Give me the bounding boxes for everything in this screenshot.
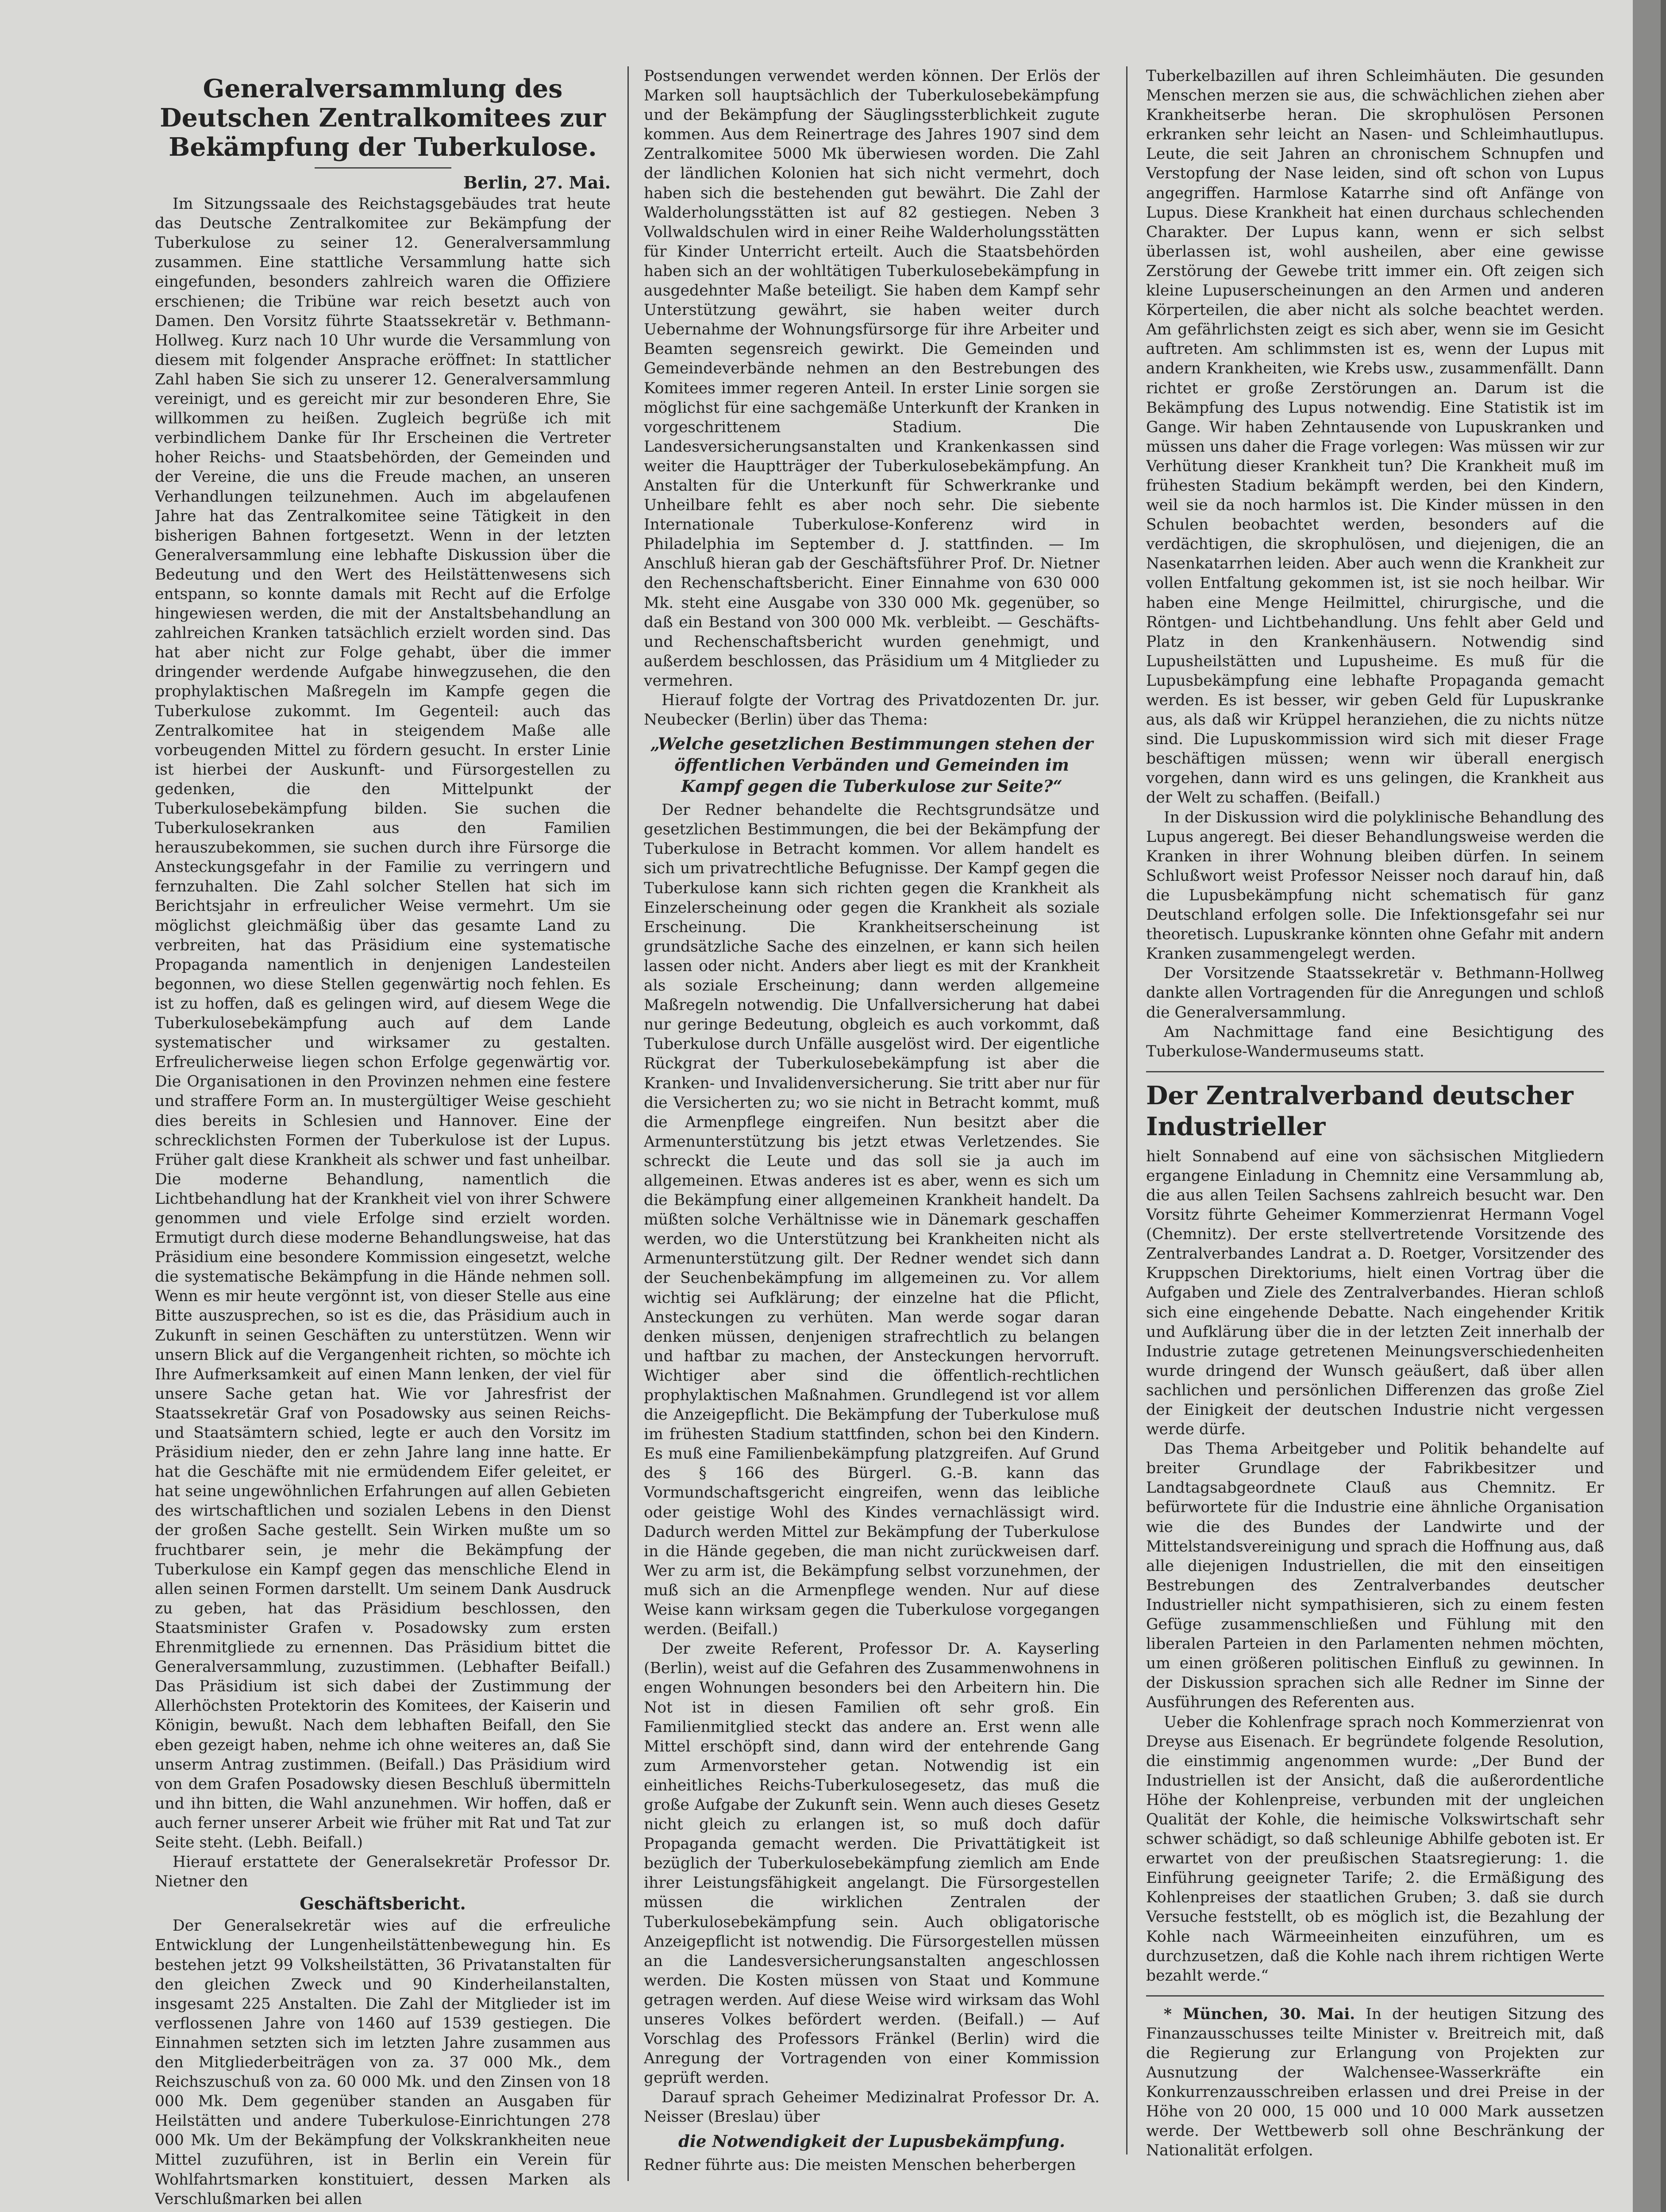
column-rule [627,66,629,2181]
scan-border [1661,0,1666,2212]
paragraph: Hierauf erstattete der Generalsekretär Professor Dr. Nietner den [155,1853,611,1891]
column-3 [1146,66,1604,2203]
divider [1146,1995,1604,1997]
paragraph: Im Sitzungssaale des Reichstagsgebäudes trat heute das Deutsche Zentralkomitee zur Bekämpfung der Tuberkulose zu seiner 12. Generalversammlung zusammen. Eine stattliche Versammlung hatte sich eingefunden, besonders zahlreich waren die Offiziere erschienen; die Tribüne war reich besetzt auch von Damen. Den Vorsitz führte Staatssekretär v. Bethmann-Hollweg. Kurz nach 10 Uhr wurde die Versammlung von diesem mit folgender Ansprache eröffnet: In stattlicher Zahl haben Sie sich zu unserer 12. Generalversammlung vereinigt, und es gereicht mir zur besonderen Ehre, Sie willkommen zu heißen. Zugleich begrüße ich mit verbindlichem Danke für Ihr Erscheinen die Vertreter hoher Reichs- und Staatsbehörden, der Gemeinden und der Vereine, die uns die Freude machen, an unseren Verhandlungen teilzunehmen. Auch im abgelaufenen Jahre hat das Zentralkomitee seine Tätigkeit in den bisherigen Bahnen fortgesetzt. Wenn in der letzten Generalversammlung eine lebhafte Diskussion über die Bedeutung und den Wert des Heilstättenwesens sich entspann, so konnte damals mit Recht auf die Erfolge hingewiesen werden, die mit der Anstaltsbehandlung an zahlreichen Kranken tatsächlich erzielt worden sind. Das hat aber nicht zur Folge gehabt, über die immer dringender werdende Aufgabe hinwegzusehen, die den prophylaktischen Maßregeln im Kampfe gegen die Tuberkulose zukommt. Im Gegenteil: auch das Zentralkomitee hat in steigendem Maße alle vorbeugenden Mittel zu fördern gesucht. In erster Linie ist hierbei der Auskunft- und Fürsorgestellen zu gedenken, die den Mittelpunkt der Tuberkulosebekämpfung bilden. Sie suchen die Tuberkulosekranken aus den Familien herauszubekommen, sie suchen durch ihre Fürsorge die Ansteckungsgefahr in der Familie zu verringern und fernzuhalten. Die Zahl solcher Stellen hat sich im Berichtsjahr in erfreulicher Weise vermehrt. Um sie möglichst gleichmäßig über das gesamte Land zu verbreiten, hat das Präsidium eine systematische Propaganda namentlich in denjenigen Landesteilen begonnen, wo diese Stellen gegenwärtig noch fehlen. Es ist zu hoffen, daß es gelingen wird, auf diesem Wege die Tuberkulosebekämpfung auch auf dem Lande systematischer und wirksamer zu gestalten. Erfreulicherweise liegen schon Erfolge gegenwärtig vor. Die Organisationen in den Provinzen nehmen eine festere und straffere Form an. In mustergültiger Weise geschieht dies bereits in Schlesien und Hannover. Eine der schrecklichsten Formen der Tuberkulose ist der Lupus. Früher galt diese Krankheit als schwer und fast unheilbar. Die moderne Behandlung, namentlich die Lichtbehandlung hat der Krankheit viel von ihrer Schwere genommen und viele Erfolge sind erzielt worden. Ermutigt durch diese moderne Behandlungsweise, hat das Präsidium eine besondere Kommission eingesetzt, welche die systematische Bekämpfung in die Hände nehmen soll. Wenn es mir heute vergönnt ist, von dieser Stelle aus eine Bitte auszusprechen, so ist es die, das Präsidium auch in Zukunft in seinen Geschäften zu unterstützen. Wenn wir unsern Blick auf die Vergangenheit richten, so möchte ich Ihre Aufmerksamkeit auf einen Mann lenken, der viel für unsere Sache getan hat. Wie vor Jahresfrist der Staatssekretär Graf von Posadowsky aus seinen Reichs- und Staatsämtern schied, legte er auch den Vorsitz im Präsidium nieder, den er zehn Jahre lang inne hatte. Er hat die Geschäfte mit nie ermüdendem Eifer geleitet, er hat seine ungewöhnlichen Erfahrungen auf allen Gebieten des wirtschaftlichen und sozialen Lebens in den Dienst der großen Sache gestellt. Sein Wirken mußte um so fruchtbarer sein, je mehr die Bekämpfung der Tuberkulose ein Kampf gegen das menschliche Elend in allen seinen Formen darstellt. Um seinem Dank Ausdruck zu geben, hat das Präsidium beschlossen, den Staatsminister Grafen v. Posadowsky zum ersten Ehrenmitgliede zu ernennen. Das Präsidium bittet die Generalversammlung, zuzustimmen. (Lebhafter Beifall.) Das Präsidium ist sich dabei der Zustimmung der Allerhöchsten Protektorin des Komitees, der Kaiserin und Königin, bewußt. Nach dem lebhaften Beifall, den Sie eben gezeigt haben, nehme ich ohne weiteres an, daß Sie unserm Antrag zustimmen. (Beifall.) Das Präsidium wird von dem Grafen Posadowsky diesen Beschluß übermitteln und ihn bitten, die Wahl anzunehmen. Wir hoffen, daß er auch ferner unserer Arbeit wie früher mit Rat und Tat zur Seite steht. (Lebh. Beifall.) [155,195,611,1851]
divider [1146,1071,1604,1072]
paragraph: Der Generalsekretär wies auf die erfreuliche Entwicklung der Lungenheilstättenbewegung hin. Es bestehen jetzt 99 Volksheilstätten, 36 Privatanstalten für den gleichen Zweck und 90 Kinderheilanstalten, insgesamt 225 Anstalten. Die Zahl der Mitglieder ist im verflossenen Jahre von 1460 auf 1539 gestiegen. Die Einnahmen setzten sich im letzten Jahre zusammen aus den Mitgliederbeiträgen von za. 37 000 Mk., dem Reichszuschuß von za. 60 000 Mk. und den Zinsen von 18 000 Mk. Dem gegenüber standen an Ausgaben für Heilstätten und andere Tuberkulose-Einrichtungen 278 000 Mk. Um der Bekämpfung der Volkskrankheiten neue Mittel zuzuführen, ist in Berlin ein Verein für Wohlfahrtsmarken konstituiert, dessen Marken als Verschlußmarken bei allen [155,1917,611,2208]
lecture-title-lupus: die Notwendigkeit der Lupusbekämpfung. [678,2131,1066,2151]
paragraph: Darauf sprach Geheimer Medizinalrat Professor Dr. A. Neisser (Breslau) über [644,2089,1100,2126]
paragraph-muenchen [1146,2005,1604,2161]
divider [315,167,451,169]
column-1 [155,66,611,2212]
paragraph: Redner führte aus: Die meisten Menschen beherbergen [644,2156,1076,2174]
article-heading-tuberkulose: Generalversammlung des Deutschen Zentralkomitees zur Bekämpfung der Tuberkulose. [160,74,606,162]
paragraph: In der Diskussion wird die polyklinische Behandlung des Lupus angeregt. Bei dieser Behandlungsweise werden die Kranken in ihrer Wohnung bleiben dürfen. In seinem Schlußwort weist Professor Neisser noch darauf hin, daß die Lupusbekämpfung nicht schematisch für ganz Deutschland erfolgen solle. Die Infektionsgefahr sei nur theoretisch. Lupuskranke könnten ohne Gefahr mit andern Kranken zusammengelegt werden. [1146,808,1604,963]
paragraph: Postsendungen verwendet werden können. Der Erlös der Marken soll hauptsächlich der Tuberkulosebekämpfung und der Bekämpfung der Säuglingssterblichkeit zugute kommen. Aus dem Reinertrage des Jahres 1907 sind dem Zentralkomitee 5000 Mk überwiesen worden. Die Zahl der ländlichen Kolonien hat sich nicht vermehrt, doch haben sich die bestehenden gut bewährt. Die Zahl der Walderholungsstätten ist auf 82 gestiegen. Neben 3 Vollwaldschulen wird in einer Reihe Walderholungsstätten für Kinder Unterricht erteilt. Auch die Staatsbehörden haben sich an der wohltätigen Tuberkulosebekämpfung in ausgedehnter Maße beteiligt. Sie haben dem Kampf sehr Unterstützung gewährt, sie haben weiter durch Uebernahme der Wohnungsfürsorge für ihre Arbeiter und Beamten segensreich gewirkt. Die Gemeinden und Gemeindeverbände nehmen an den Bestrebungen des Komitees immer regeren Anteil. In erster Linie sorgen sie möglichst für eine sachgemäße Unterkunft der Kranken in vorgeschrittenem Stadium. Die Landesversicherungsanstalten und Krankenkassen sind weiter die Hauptträger der Tuberkulosebekämpfung. An Anstalten für die Unterkunft für Schwerkranke und Unheilbare fehlt es aber noch sehr. Die siebente Internationale Tuberkulose-Konferenz wird in Philadelphia im September d. J. stattfinden. — Im Anschluß hieran gab der Geschäftsführer Prof. Dr. Nietner den Rechenschaftsbericht. Einer Einnahme von 630 000 Mk. steht eine Ausgabe von 330 000 Mk. gegenüber, so daß ein Bestand von 300 000 Mk. verbleibt. — Geschäfts- und Rechenschaftsbericht wurden genehmigt, und außerdem beschlossen, das Präsidium um 4 Mitglieder zu vermehren. [644,67,1100,690]
paragraph: Tuberkelbazillen auf ihren Schleimhäuten. Die gesunden Menschen merzen sie aus, die schwächlichen ziehen aber Krankheitserbe heran. Die skrophulösen Personen erkranken sehr leicht an Nasen- und Schleimhautlupus. Leute, die seit Jahren an chronischem Schnupfen und Verstopfung der Nase leiden, sind oft schon von Lupus angegriffen. Harmlose Katarrhe sind oft Anfänge von Lupus. Diese Krankheit hat einen durchaus schlechenden Charakter. Der Lupus kann, wenn er sich selbst überlassen ist, wohl ausheilen, aber eine gewisse Zerstörung der Gewebe tritt immer ein. Oft zeigen sich kleine Lupuserscheinungen an den Armen und anderen Körperteilen, die aber nicht als solche beachtet werden. Am gefährlichsten zeigt es sich aber, wenn sie im Gesicht auftreten. Am schlimmsten ist es, wenn der Lupus mit andern Krankheiten, wie Krebs usw., zusammenfällt. Dann richtet er große Zerstörungen an. Darum ist die Bekämpfung des Lupus notwendig. Eine Statistik ist im Gange. Wir haben Zehntausende von Lupuskranken und müssen uns daher die Frage vorlegen: Was müssen wir zur Verhütung dieser Krankheit tun? Die Krankheit muß im frühesten Stadium bekämpft werden, bei den Kindern, weil sie da noch harmlos ist. Die Kinder müssen in den Schulen beobachtet werden, besonders auf die verdächtigen, die skrophulösen, und diejenigen, die an Nasenkatarrhen leiden. Aber auch wenn die Krankheit zur vollen Entfaltung gekommen ist, ist sie noch heilbar. Wir haben eine Menge Heilmittel, chirurgische, und die Röntgen- und Lichtbehandlung. Uns fehlt aber Geld und Platz in den Krankenhäusern. Notwendig sind Lupusheilstätten und Lupusheime. Es muß für die Lupusbekämpfung eine lebhafte Propaganda gemacht werden. Es ist besser, wir geben Geld für Lupuskranke aus, als daß wir Krüppel heranziehen, die zu nichts nütze sind. Die Lupuskommission wird sich mit dieser Frage beschäftigen müssen; wenn wir überall energisch vorgehen, dann wird es uns gelingen, die Krankheit aus der Welt zu schaffen. (Beifall.) [1146,67,1604,807]
dateline-muenchen: * München, 30. Mai. [1164,2005,1355,2023]
paragraph: Der zweite Referent, Professor Dr. A. Kayserling (Berlin), weist auf die Gefahren des Zusammenwohnens in engen Wohnungen besonders bei den Arbeitern hin. Die Not ist in diesen Familien oft sehr groß. Ein Familienmitglied steckt das andere an. Erst wenn alle Mittel erschöpft sind, dann wird der entehrende Gang zum Armenvorsteher getan. Notwendig ist ein einheitliches Reichs-Tuberkulosegesetz, das muß die große Aufgabe der Zukunft sein. Wenn auch dieses Gesetz nicht gleich zu erlangen ist, so muß doch dafür Propaganda gemacht werden. Die Privattätigkeit ist bezüglich der Tuberkulosebekämpfung ziemlich am Ende ihrer Leistungsfähigkeit angelangt. Die Fürsorgestellen müssen die wirklichen Zentralen der Tuberkulosebekämpfung sein. Auch obligatorische Anzeigepflicht ist notwendig. Die Fürsorgestellen müssen an die Landesversicherungsanstalten angeschlossen werden. Die Kosten müssen von Staat und Kommune getragen werden. Auf diese Weise wird wirksam das Wohl unseres Volkes befördert werden. (Beifall.) — Auf Vorschlag des Professors Fränkel (Berlin) wird die Anregung der Vortragenden von einer Kommission geprüft werden. [644,1640,1100,2087]
dateline-berlin: Berlin, 27. Mai. [463,173,611,192]
paragraph: Der Vorsitzende Staatssekretär v. Bethmann-Hollweg dankte allen Vortragenden für die Anregungen und schloß die Generalversammlung. [1146,964,1604,1022]
column-rule [1126,66,1127,2154]
column-2 [644,66,1100,2212]
paragraph: Hierauf folgte der Vortrag des Privatdozenten Dr. jur. Neubecker (Berlin) über das Thema: [644,691,1100,729]
paragraph: Am Nachmittage fand eine Besichtigung des Tuberkulose-Wandermuseums statt. [1146,1023,1604,1060]
page-edge-strip [1633,0,1666,2212]
article-heading-zentralverband: Der Zentralverband deutscher Industrieller [1146,1080,1574,1141]
lecture-title: „Welche gesetzlichen Bestimmungen stehen der öffentlichen Verbänden und Gemeinden im Kampf gegen die Tuberkulose zur Seite?“ [650,734,1093,796]
paragraph: hielt Sonnabend auf eine von sächsischen Mitgliedern ergangene Einladung in Chemnitz eine Versammlung ab, die aus allen Teilen Sachsens zahlreich besucht war. Den Vorsitz führte Geheimer Kommerzienrat Hermann Vogel (Chemnitz). Der erste stellvertretende Vorsitzende des Zentralverbandes Landrat a. D. Roetger, Vorsitzender des Kruppschen Direktoriums, hielt einen Vortrag über die Aufgaben und Ziele des Zentralverbandes. Hieran schloß sich eine eingehende Debatte. Nach eingehender Kritik und Aufklärung über die in der letzten Zeit innerhalb der Industrie zutage getretenen Meinungsverschiedenheiten wurde dringend der Wunsch geäußert, daß über allen sachlichen und persönlichen Differenzen das große Ziel der Einigkeit der deutschen Industrie nicht vergessen werde dürfe. [1146,1147,1604,1439]
paragraph: Ueber die Kohlenfrage sprach noch Kommerzienrat von Dreyse aus Eisenach. Er begründete folgende Resolution, die einstimmig angenommen wurde: „Der Bund der Industriellen ist der Ansicht, daß die außerordentliche Höhe der Kohlenpreise, verbunden mit der ungleichen Qualität der Kohle, die heimische Volkswirtschaft sehr schwer schädigt, so daß schleunige Abhilfe geboten ist. Er erwartet von der preußischen Staatsregierung: 1. die Einführung geeigneter Tarife; 2. die Ermäßigung des Kohlenpreises der staatlichen Gruben; 3. daß sie durch Versuche feststellt, ob es möglich ist, die Bezahlung der Kohle nach Wärmeeinheiten einzuführen, um es durchzusetzen, daß die Kohle nach ihrem richtigen Werte bezahlt werde.“ [1146,1713,1604,1985]
muenchen-text: In der heutigen Sitzung des Finanzausschusses teilte Minister v. Breitreich mit, daß die Regierung zur Erlangung von Projekten zur Ausnutzung der Walchensee-Wasserkräfte ein Konkurrenzausschreiben erlassen und drei Preise in der Höhe von 20 000, 15 000 und 10 000 Mark aussetzen werde. Der Wettbewerb soll ohne Beschränkung der Nationalität erfolgen. [1146,2005,1604,2160]
paragraph: Das Thema Arbeitgeber und Politik behandelte auf breiter Grundlage der Fabrikbesitzer und Landtagsabgeordnete Clauß aus Chemnitz. Er befürwortete für die Industrie eine ähnliche Organisation wie die des Bundes der Landwirte und der Mittelstandsvereinigung und sprach die Hoffnung aus, daß alle diejenigen Industriellen, die mit den einseitigen Bestrebungen des Zentralverbandes deutscher Industrieller nicht sympathisieren, sich zu einem festen Gefüge zusammenschließen und Fühlung mit den liberalen Parteien in den Parlamenten nehmen möchten, um einen größeren politischen Einfluß zu gewinnen. In der Diskussion sprachen sich alle Redner im Sinne der Ausführungen des Referenten aus. [1146,1440,1604,1712]
paragraph: Der Redner behandelte die Rechtsgrundsätze und gesetzlichen Bestimmungen, die bei der Bekämpfung der Tuberkulose in Betracht kommen. Vor allem handelt es sich um privatrechtliche Befugnisse. Der Kampf gegen die Tuberkulose kann sich richten gegen die Krankheit als Einzelerscheinung oder gegen die Krankheit als soziale Erscheinung. Die Krankheitserscheinung ist grundsätzliche Sache des einzelnen, er kann sich heilen lassen oder nicht. Anders aber liegt es mit der Krankheit als soziale Erscheinung; dann werden allgemeine Maßregeln notwendig. Die Unfallversicherung hat dabei nur geringe Bedeutung, obgleich es auch vorkommt, daß Tuberkulose durch Unfälle ausgelöst wird. Der eigentliche Rückgrat der Tuberkulosebekämpfung ist aber die Kranken- und Invalidenversicherung. Sie tritt aber nur für die Versicherten zu; wo sie nicht in Betracht kommt, muß die Armenpflege eingreifen. Nun besitzt aber die Armenunterstützung bis jetzt etwas Verletzendes. Sie schreckt die Leute und das soll sie ja auch im allgemeinen. Etwas anderes ist es aber, wenn es sich um die Bekämpfung einer allgemeinen Krankheit handelt. Da müßten solche Verhältnisse wie in Dänemark geschaffen werden, wo die Unterstützung bei Krankheiten nicht als Armenunterstützung gilt. Der Redner wendet sich dann der Seuchenbekämpfung im allgemeinen zu. Vor allem wichtig sei Aufklärung; der einzelne hat die Pflicht, Ansteckungen zu verhüten. Man werde sogar daran denken müssen, denjenigen strafrechtlich zu belangen und haftbar zu machen, der Ansteckungen hervorruft. Wichtiger aber sind die öffentlich-rechtlichen prophylaktischen Maßnahmen. Grundlegend ist vor allem die Anzeigepflicht. Die Bekämpfung der Tuberkulose muß im frühesten Stadium stattfinden, schon bei den Kindern. Es muß eine Familienbekämpfung platzgreifen. Auf Grund des § 166 des Bürgerl. G.-B. kann das Vormundschaftsgericht eingreifen, wenn das leibliche oder geistige Wohl des Kindes vernachlässigt wird. Dadurch werden Mittel zur Bekämpfung der Tuberkulose in die Hände gegeben, die man nicht zurückweisen darf. Wer zu arm ist, die Bekämpfung selbst vorzunehmen, der muß sich an die Armenpflege wenden. Nur auf diese Weise kann wirksam gegen die Tuberkulose vorgegangen werden. (Beifall.) [644,801,1100,1639]
subheading-geschaeftsbericht: Geschäftsbericht. [300,1893,466,1914]
